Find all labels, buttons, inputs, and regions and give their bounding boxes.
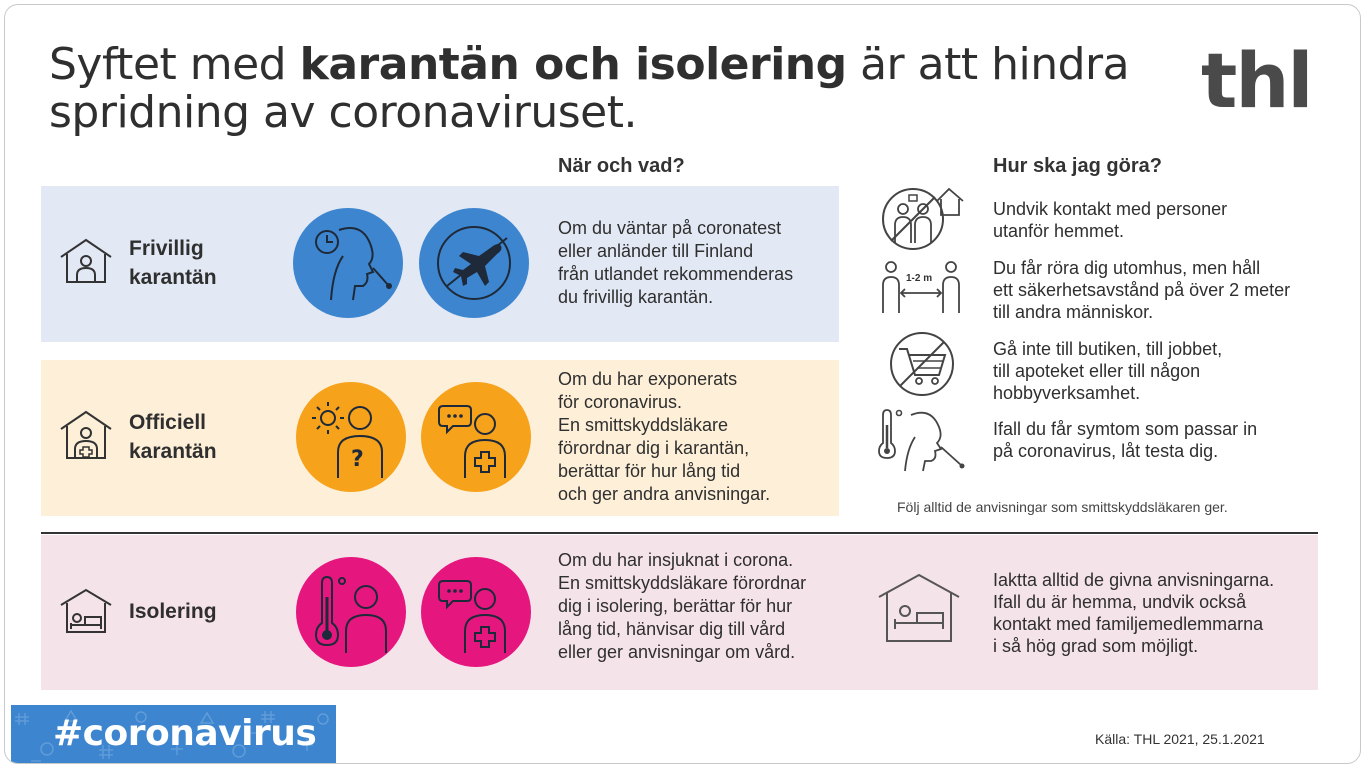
virus-question-icon [296, 382, 406, 492]
house-bed-icon [57, 587, 115, 635]
test-icon [877, 405, 967, 473]
house-doctor-icon [57, 409, 115, 461]
svg-text:?: ? [351, 447, 364, 472]
column-heading-when-what: När och vad? [558, 155, 685, 177]
distance-label: 1-2 m [906, 273, 933, 284]
how-item-avoid-contact: Undvik kontakt med personer utanför hemmet. [993, 199, 1228, 241]
hashtag-text: #coronavirus [53, 713, 317, 754]
clock-test-icon [293, 208, 403, 318]
column-heading-how-to: Hur ska jag göra? [993, 155, 1162, 177]
source-citation: Källa: THL 2021, 25.1.2021 [1095, 731, 1265, 747]
circle-travel [419, 208, 529, 318]
row-label-isolation: Isolering [129, 600, 217, 623]
section-divider [41, 532, 1318, 534]
how-item-stay-home: Gå inte till butiken, till jobbet, till apoteket eller till någon hobbyverksamhet. [993, 339, 1223, 403]
circle-doctor-care [421, 557, 531, 667]
doctor-chat-icon [421, 382, 531, 492]
thermometer-person-icon [296, 557, 406, 667]
circle-ill [296, 557, 406, 667]
infographic-frame [4, 4, 1361, 764]
hashtag-banner [11, 705, 336, 764]
how-item-get-tested: Ifall du får symtom som passar in på coronavirus, låt testa dig. [993, 419, 1258, 461]
row-label-official-quarantine: Officiell karantän [129, 411, 217, 463]
description-voluntary-quarantine: Om du väntar på coronatest eller anländer till Finland från utlandet rekommenderas du frivillig karantän. [558, 218, 794, 307]
circle-test-waiting [293, 208, 403, 318]
doctor-chat-icon [421, 557, 531, 667]
house-person-icon [57, 237, 115, 285]
isolation-instructions: Iaktta alltid de givna anvisningarna. Ifall du är hemma, undvik också kontakt med familjemedlemmarna i så hög grad som möjligt. [993, 570, 1275, 656]
how-item-keep-distance: Du får röra dig utomhus, men håll ett säkerhetsavstånd på över 2 meter till andra människor. [993, 258, 1291, 322]
airplane-icon [419, 208, 529, 318]
circle-exposed [296, 382, 406, 492]
description-isolation: Om du har insjuknat i corona. En smittskyddsläkare förordnar dig i isolering, berättar för hur lång tid, hänvisar dig till vård eller ger anvisningar om vård. [558, 550, 807, 662]
thl-logo: thl [1201, 36, 1312, 125]
isolation-house-bed-icon [875, 571, 963, 645]
distance-icon [881, 257, 961, 321]
description-official-quarantine: Om du har exponerats för coronavirus. En smittskyddsläkare förordnar dig i karantän, berättar för hur lång tid och ger andra anvisningar. [558, 369, 771, 504]
instruction-note: Följ alltid de anvisningar som smittskyddsläkaren ger. [897, 499, 1228, 515]
no-contact-icon [879, 183, 965, 253]
no-shopping-cart-icon [887, 329, 957, 399]
circle-doctor [421, 382, 531, 492]
row-label-voluntary-quarantine: Frivillig karantän [129, 237, 217, 289]
page-title: Syftet med karantän och isolering är att hindra spridning av coronaviruset. [49, 39, 1130, 138]
